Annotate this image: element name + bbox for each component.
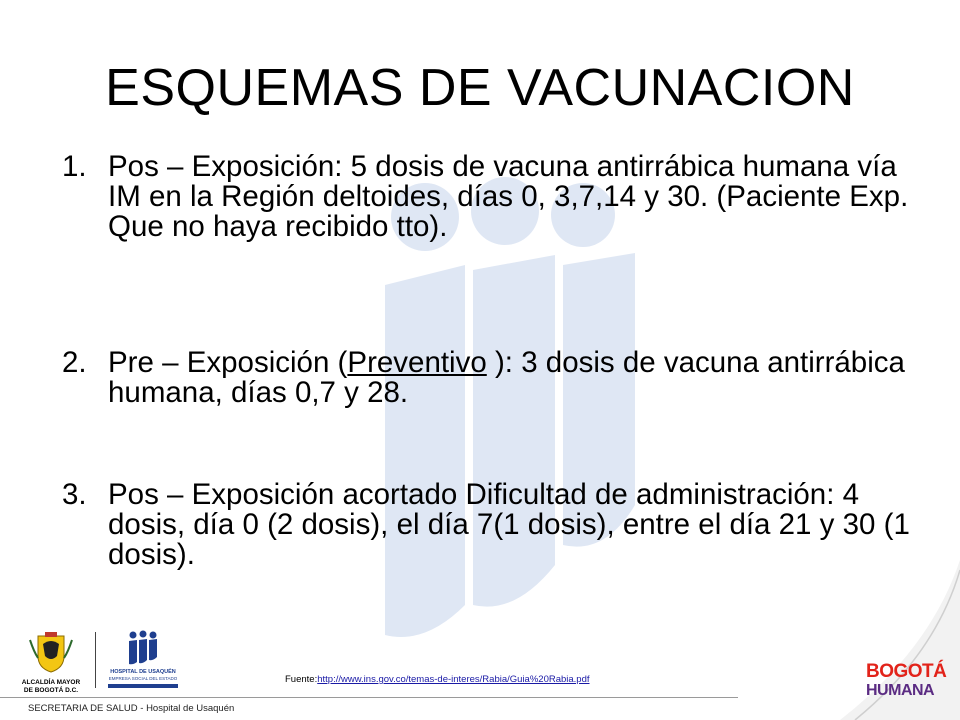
hospital-usaquen-logo	[103, 630, 183, 692]
item-text: Pos – Exposición: 5 dosis de vacuna antirrábica humana vía IM en la Región deltoides, días 0, 3,7,14 y 30. (Paciente Exp. Que no haya recibido tto).	[108, 150, 909, 243]
hospital-band	[108, 684, 178, 688]
list-item	[62, 348, 932, 480]
hospital-line-2: EMPRESA SOCIAL DEL ESTADO	[108, 676, 178, 681]
source-label: Fuente:	[285, 674, 318, 685]
list-item	[62, 480, 932, 570]
footer-rule	[0, 697, 738, 698]
item-text-underlined: Preventivo	[347, 346, 487, 379]
alcaldia-line-2: DE BOGOTÁ D.C.	[23, 687, 79, 694]
item-number: 3.	[62, 478, 87, 511]
source-citation	[285, 674, 590, 685]
bogota-logo-line-2: HUMANA	[866, 682, 935, 699]
bogota-logo-line-1: BOGOTÁ	[866, 661, 947, 682]
alcaldia-logo	[16, 632, 86, 692]
source-link[interactable]: http://www.ins.gov.co/temas-de-interes/Rabia/Guia%20Rabia.pdf	[317, 674, 590, 685]
list-item	[62, 152, 932, 348]
alcaldia-line-1: ALCALDÍA MAYOR	[21, 679, 81, 686]
item-number: 1.	[62, 150, 87, 183]
coat-of-arms-icon	[16, 632, 86, 674]
footer-institution-text: SECRETARIA DE SALUD - Hospital de Usaquén	[28, 703, 235, 714]
item-text-pre: Pre – Exposición (	[108, 346, 348, 379]
hospital-line-1: HOSPITAL DE USAQUÉN	[110, 669, 176, 675]
item-text: Pos – Exposición acortado Dificultad de administración: 4 dosis, día 0 (2 dosis), el día 7(1 dosis), entre el día 21 y 30 (1 dosis).	[108, 478, 910, 571]
logo-divider	[95, 632, 96, 688]
vaccination-schedule-list	[62, 152, 932, 570]
hospital-icon	[103, 630, 183, 666]
item-text-post: ): 3 dosis de vacuna antirrábica humana, días 0,7 y 28.	[108, 346, 905, 409]
slide-title: ESQUEMAS DE VACUNACION	[105, 59, 855, 117]
bogota-humana-logo	[866, 662, 946, 708]
item-number: 2.	[62, 346, 87, 379]
